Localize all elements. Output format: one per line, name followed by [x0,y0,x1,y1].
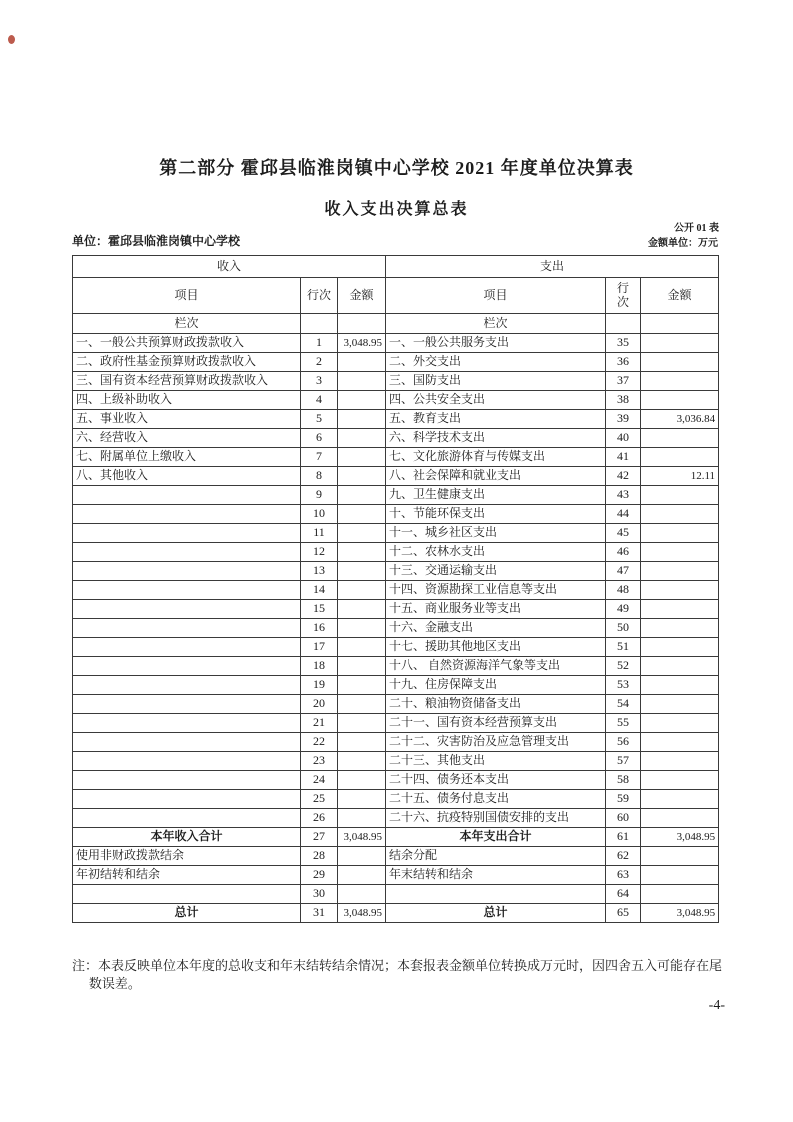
income-amount-cell [338,372,386,391]
table-row [73,505,719,524]
expenditure-rownum-cell: 54 [606,695,641,714]
expenditure-amount-cell: 12.11 [641,467,719,486]
income-amount-cell [338,505,386,524]
income-amount-cell [338,524,386,543]
expenditure-rownum-cell: 43 [606,486,641,505]
income-amount-cell [338,866,386,885]
expenditure-rownum-cell: 58 [606,771,641,790]
expenditure-rownum-cell: 65 [606,904,641,923]
income-amount-cell [338,638,386,657]
expenditure-amount-cell: 3,048.95 [641,828,719,847]
income-item-cell [73,600,301,619]
expenditure-item-cell [386,885,606,904]
income-item-cell [73,562,301,581]
income-rownum-cell: 1 [301,334,338,353]
lanci-row [73,314,719,334]
income-rownum-cell: 8 [301,467,338,486]
expenditure-amount-cell [641,809,719,828]
expenditure-item-cell: 五、教育支出 [386,410,606,429]
income-item-cell: 五、事业收入 [73,410,301,429]
income-amount-cell [338,714,386,733]
expenditure-amount-cell [641,695,719,714]
expenditure-item-cell: 十四、资源勘探工业信息等支出 [386,581,606,600]
income-item-cell [73,486,301,505]
expenditure-amount-cell [641,733,719,752]
table-row [73,543,719,562]
income-amount-cell [338,562,386,581]
scan-artifact [8,35,15,44]
income-item-cell: 一、一般公共预算财政拨款收入 [73,334,301,353]
table-row [73,562,719,581]
expenditure-amount-cell [641,771,719,790]
expenditure-item-cell: 十一、城乡社区支出 [386,524,606,543]
income-rownum-cell: 24 [301,771,338,790]
income-item-cell: 本年收入合计 [73,828,301,847]
expenditure-amount-col-header: 金额 [641,278,719,314]
income-rownum-cell: 4 [301,391,338,410]
expenditure-rownum-cell: 60 [606,809,641,828]
income-item-cell: 年初结转和结余 [73,866,301,885]
income-item-cell: 四、上级补助收入 [73,391,301,410]
expenditure-amount-cell [641,391,719,410]
expenditure-amount-cell: 3,048.95 [641,904,719,923]
expenditure-amount-cell [641,562,719,581]
expenditure-rownum-cell: 35 [606,334,641,353]
expenditure-rownum-cell: 56 [606,733,641,752]
meta-row [72,232,718,249]
table-row [73,657,719,676]
expenditure-amount-cell [641,581,719,600]
income-item-cell [73,581,301,600]
income-rownum-cell: 22 [301,733,338,752]
income-item-cell: 二、政府性基金预算财政拨款收入 [73,353,301,372]
income-item-cell: 七、附属单位上缴收入 [73,448,301,467]
income-rownum-cell: 27 [301,828,338,847]
expenditure-amount-cell [641,505,719,524]
income-item-cell [73,657,301,676]
expenditure-item-cell: 十二、农林水支出 [386,543,606,562]
expenditure-rownum-cell: 36 [606,353,641,372]
income-amount-cell [338,676,386,695]
income-rownum-cell: 26 [301,809,338,828]
income-rownum-cell: 7 [301,448,338,467]
expenditure-item-cell: 九、卫生健康支出 [386,486,606,505]
table-row [73,429,719,448]
unit-label: 单位：霍邱县临淮岗镇中心学校 [72,234,241,248]
expenditure-section-header: 支出 [386,256,719,278]
table-row [73,809,719,828]
expenditure-amount-cell [641,353,719,372]
table-code-label: 公开 01 表 [674,223,719,234]
page-title: 第二部分 霍邱县临淮岗镇中心学校 2021 年度单位决算表 [159,158,634,178]
expenditure-rownum-cell: 61 [606,828,641,847]
table-row [73,676,719,695]
income-amount-cell [338,619,386,638]
expenditure-rownum-cell: 62 [606,847,641,866]
expenditure-item-cell: 本年支出合计 [386,828,606,847]
income-rownum-cell: 30 [301,885,338,904]
expenditure-item-cell: 二十六、抗疫特别国债安排的支出 [386,809,606,828]
income-rownum-cell: 5 [301,410,338,429]
income-item-cell [73,505,301,524]
income-item-cell [73,752,301,771]
expenditure-amount-cell [641,429,719,448]
table-row [73,581,719,600]
expenditure-item-cell: 十三、交通运输支出 [386,562,606,581]
table-row [73,752,719,771]
expenditure-amount-cell [641,619,719,638]
expenditure-amount-cell: 3,036.84 [641,410,719,429]
expenditure-rownum-cell: 50 [606,619,641,638]
income-item-cell: 使用非财政拨款结余 [73,847,301,866]
income-rownum-cell: 25 [301,790,338,809]
page-number: -4- [708,998,725,1013]
income-amount-cell [338,695,386,714]
income-amount-cell [338,733,386,752]
expenditure-amount-cell [641,486,719,505]
expenditure-item-cell: 结余分配 [386,847,606,866]
expenditure-rownum-cell: 40 [606,429,641,448]
expenditure-item-cell: 十八、 自然资源海洋气象等支出 [386,657,606,676]
income-item-cell [73,809,301,828]
table-row [73,638,719,657]
income-amount-cell [338,790,386,809]
income-amount-cell [338,885,386,904]
income-amount-cell [338,391,386,410]
expenditure-item-cell: 十七、援助其他地区支出 [386,638,606,657]
expenditure-item-cell: 十六、金融支出 [386,619,606,638]
income-rownum-cell: 15 [301,600,338,619]
income-item-cell [73,638,301,657]
income-rownum-cell: 2 [301,353,338,372]
expenditure-rownum-cell: 38 [606,391,641,410]
income-item-cell [73,790,301,809]
table-row [73,847,719,866]
expenditure-rownum-cell: 39 [606,410,641,429]
income-amount-cell [338,353,386,372]
expenditure-rownum-cell: 48 [606,581,641,600]
expenditure-item-cell: 四、公共安全支出 [386,391,606,410]
page-subtitle: 收入支出决算总表 [324,201,469,218]
expenditure-rownum-cell: 47 [606,562,641,581]
table-row [73,790,719,809]
income-rownum-cell: 12 [301,543,338,562]
income-amount-cell [338,486,386,505]
expenditure-amount-cell [641,334,719,353]
income-lanci-amount-cell [338,314,386,334]
income-lanci-cell: 栏次 [73,314,301,334]
income-item-col-header: 项目 [73,278,301,314]
table-row [73,733,719,752]
expenditure-item-cell: 年末结转和结余 [386,866,606,885]
income-item-cell: 三、国有资本经营预算财政拨款收入 [73,372,301,391]
income-item-cell [73,619,301,638]
expenditure-rownum-cell: 49 [606,600,641,619]
income-rownum-cell: 13 [301,562,338,581]
section-header-row [73,256,719,278]
income-item-cell [73,695,301,714]
table-row [73,904,719,923]
expenditure-item-cell: 二十一、国有资本经营预算支出 [386,714,606,733]
expenditure-item-cell: 六、科学技术支出 [386,429,606,448]
income-amount-col-header: 金额 [338,278,386,314]
table-row [73,600,719,619]
expenditure-amount-cell [641,638,719,657]
expenditure-rownum-cell: 64 [606,885,641,904]
table-row [73,467,719,486]
expenditure-rownum-cell: 44 [606,505,641,524]
expenditure-item-col-header: 项目 [386,278,606,314]
income-amount-cell [338,752,386,771]
expenditure-item-cell: 十九、住房保障支出 [386,676,606,695]
amount-unit-label: 金额单位：万元 [648,238,718,249]
income-item-cell [73,771,301,790]
final-accounts-table [72,255,719,923]
income-rownum-cell: 16 [301,619,338,638]
expenditure-lanci-rownum-cell [606,314,641,334]
income-rownum-cell: 23 [301,752,338,771]
income-amount-cell [338,847,386,866]
expenditure-amount-cell [641,714,719,733]
expenditure-item-cell: 二十五、债务付息支出 [386,790,606,809]
expenditure-item-cell: 十、节能环保支出 [386,505,606,524]
income-rownum-cell: 18 [301,657,338,676]
income-rownum-cell: 29 [301,866,338,885]
expenditure-lanci-cell: 栏次 [386,314,606,334]
income-amount-cell [338,771,386,790]
income-amount-cell [338,600,386,619]
table-row [73,448,719,467]
expenditure-item-cell: 七、文化旅游体育与传媒支出 [386,448,606,467]
expenditure-lanci-amount-cell [641,314,719,334]
expenditure-amount-cell [641,866,719,885]
expenditure-rownum-cell: 41 [606,448,641,467]
expenditure-amount-cell [641,885,719,904]
income-item-cell [73,885,301,904]
income-rownum-col-header: 行次 [301,278,338,314]
expenditure-item-cell: 二、外交支出 [386,353,606,372]
table-row [73,372,719,391]
expenditure-rownum-cell: 46 [606,543,641,562]
expenditure-item-cell: 二十二、灾害防治及应急管理支出 [386,733,606,752]
income-rownum-cell: 19 [301,676,338,695]
income-item-cell [73,524,301,543]
income-amount-cell [338,448,386,467]
expenditure-rownum-cell: 55 [606,714,641,733]
income-item-cell: 八、其他收入 [73,467,301,486]
income-item-cell [73,676,301,695]
expenditure-item-cell: 三、国防支出 [386,372,606,391]
expenditure-rownum-cell: 52 [606,657,641,676]
expenditure-amount-cell [641,847,719,866]
income-rownum-cell: 6 [301,429,338,448]
expenditure-rownum-cell: 53 [606,676,641,695]
expenditure-rownum-cell: 57 [606,752,641,771]
expenditure-amount-cell [641,752,719,771]
expenditure-item-cell: 总计 [386,904,606,923]
income-rownum-cell: 9 [301,486,338,505]
income-item-cell: 总计 [73,904,301,923]
income-amount-cell [338,657,386,676]
table-row [73,695,719,714]
income-amount-cell [338,429,386,448]
income-rownum-cell: 28 [301,847,338,866]
income-rownum-cell: 31 [301,904,338,923]
income-rownum-cell: 10 [301,505,338,524]
expenditure-rownum-col-header [606,278,641,314]
table-row [73,486,719,505]
expenditure-item-cell: 十五、商业服务业等支出 [386,600,606,619]
income-rownum-cell: 11 [301,524,338,543]
income-item-cell [73,714,301,733]
expenditure-amount-cell [641,790,719,809]
table-row [73,771,719,790]
expenditure-item-cell: 八、社会保障和就业支出 [386,467,606,486]
expenditure-item-cell: 二十四、债务还本支出 [386,771,606,790]
income-rownum-cell: 20 [301,695,338,714]
expenditure-rownum-cell: 45 [606,524,641,543]
expenditure-item-cell: 二十三、其他支出 [386,752,606,771]
expenditure-rownum-cell: 42 [606,467,641,486]
expenditure-amount-cell [641,543,719,562]
table-row [73,391,719,410]
expenditure-rownum-cell: 63 [606,866,641,885]
income-amount-cell [338,543,386,562]
income-amount-cell: 3,048.95 [338,828,386,847]
income-amount-cell: 3,048.95 [338,334,386,353]
expenditure-item-cell: 二十、粮油物资储备支出 [386,695,606,714]
table-row [73,714,719,733]
income-rownum-cell: 3 [301,372,338,391]
expenditure-amount-cell [641,448,719,467]
expenditure-rownum-cell: 59 [606,790,641,809]
expenditure-rownum-cell: 37 [606,372,641,391]
expenditure-amount-cell [641,676,719,695]
expenditure-rownum-col-header-text: 行次 [617,281,630,309]
table-row [73,410,719,429]
footnote: 注：本表反映单位本年度的总收支和年末结转结余情况；本套报表金额单位转换成万元时，因四舍五入可能存在尾数误差。 [72,958,723,991]
income-item-cell [73,733,301,752]
expenditure-amount-cell [641,657,719,676]
income-amount-cell [338,809,386,828]
income-amount-cell [338,467,386,486]
column-header-row [73,278,719,314]
table-row [73,334,719,353]
income-amount-cell [338,410,386,429]
income-item-cell [73,543,301,562]
expenditure-item-cell: 一、一般公共服务支出 [386,334,606,353]
expenditure-amount-cell [641,372,719,391]
income-rownum-cell: 17 [301,638,338,657]
income-rownum-cell: 21 [301,714,338,733]
table-row [73,619,719,638]
expenditure-amount-cell [641,600,719,619]
income-lanci-rownum-cell [301,314,338,334]
income-rownum-cell: 14 [301,581,338,600]
expenditure-amount-cell [641,524,719,543]
expenditure-rownum-cell: 51 [606,638,641,657]
table-row [73,524,719,543]
income-item-cell: 六、经营收入 [73,429,301,448]
table-row [73,828,719,847]
income-section-header: 收入 [73,256,386,278]
income-amount-cell: 3,048.95 [338,904,386,923]
table-row [73,353,719,372]
income-amount-cell [338,581,386,600]
table-row [73,885,719,904]
table-row [73,866,719,885]
